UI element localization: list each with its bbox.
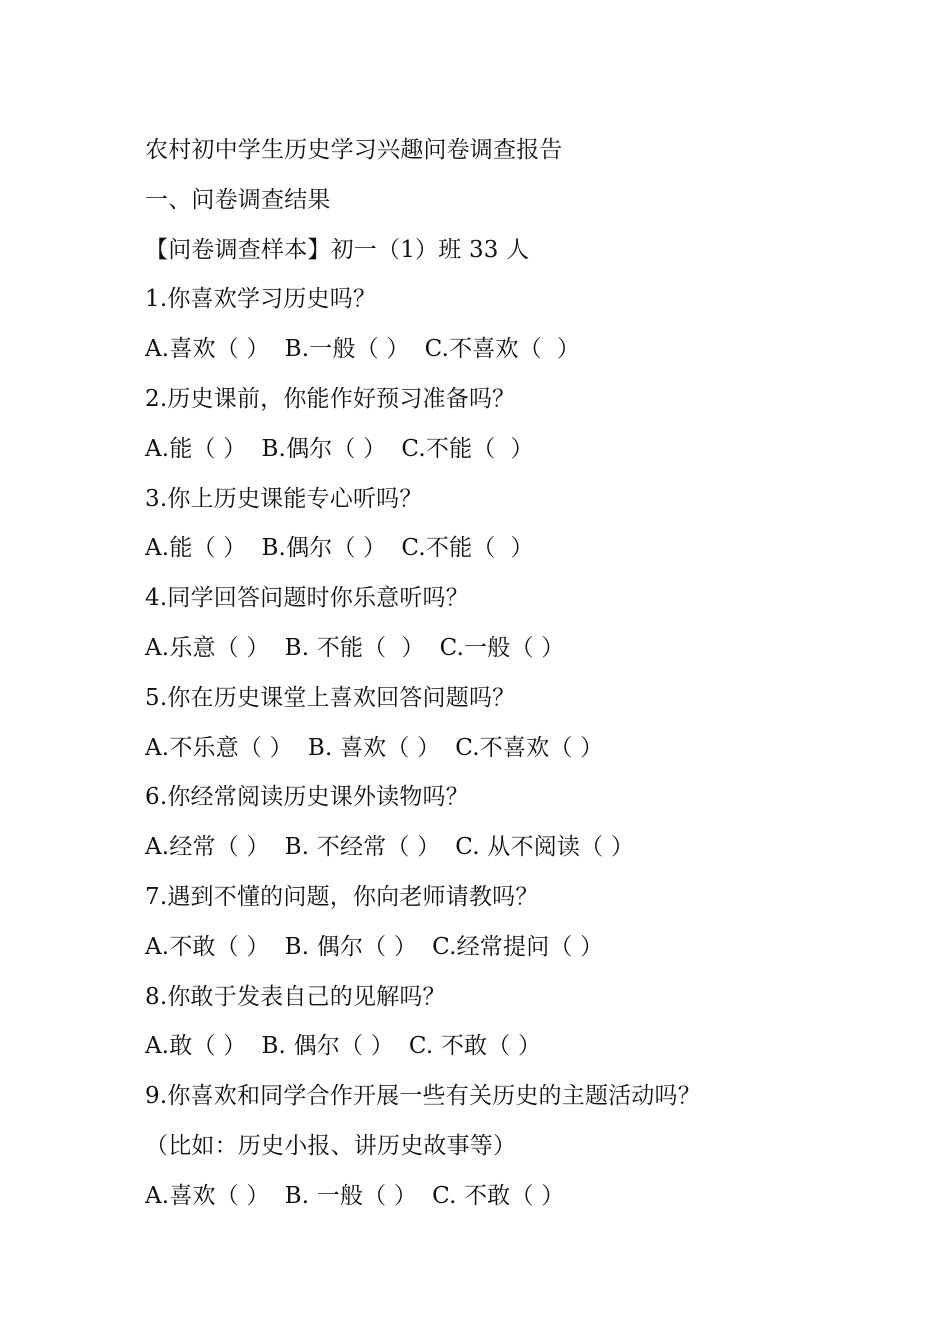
question-7-options: A.不敢（ ） B. 偶尔（ ） C.经常提问（ ） (145, 933, 604, 960)
question-1: 1.你喜欢学习历史吗？ (145, 286, 377, 313)
section-heading: 一、问卷调查结果 (145, 186, 331, 213)
question-8-options: A.敢（ ） B. 偶尔（ ） C. 不敢（ ） (145, 1033, 542, 1060)
question-2: 2.历史课前，你能作好预习准备吗？ (145, 385, 516, 412)
question-7: 7.遇到不懂的问题，你向老师请教吗？ (145, 883, 539, 910)
question-1-options: A.喜欢（ ） B.一般（ ） C.不喜欢（ ） (145, 336, 581, 363)
question-3-options: A.能（ ） B.偶尔（ ） C.不能（ ） (145, 535, 534, 562)
question-4-options: A.乐意（ ） B. 不能（ ） C.一般（ ） (145, 634, 565, 661)
question-8: 8.你敢于发表自己的见解吗？ (145, 983, 446, 1010)
question-4: 4.同学回答问题时你乐意听吗？ (145, 585, 469, 612)
document-body (145, 126, 905, 1222)
question-2-options: A.能（ ） B.偶尔（ ） C.不能（ ） (145, 435, 534, 462)
question-6: 6.你经常阅读历史课外读物吗？ (145, 784, 469, 811)
question-5: 5.你在历史课堂上喜欢回答问题吗？ (145, 684, 516, 711)
question-9: 9.你喜欢和同学合作开展一些有关历史的主题活动吗？ (145, 1083, 701, 1110)
question-9-options: A.喜欢（ ） B. 一般（ ） C. 不敢（ ） (145, 1182, 565, 1209)
question-9-note: （比如：历史小报、讲历史故事等） (145, 1132, 517, 1159)
sample-description: 【问卷调查样本】初一（1）班 33 人 (145, 236, 530, 263)
question-5-options: A.不乐意（ ） B. 喜欢（ ） C.不喜欢（ ） (145, 734, 604, 761)
question-3: 3.你上历史课能专心听吗？ (145, 485, 423, 512)
document-title: 农村初中学生历史学习兴趣问卷调查报告 (145, 137, 563, 163)
question-6-options: A.经常（ ） B. 不经常（ ） C. 从不阅读（ ） (145, 834, 635, 861)
